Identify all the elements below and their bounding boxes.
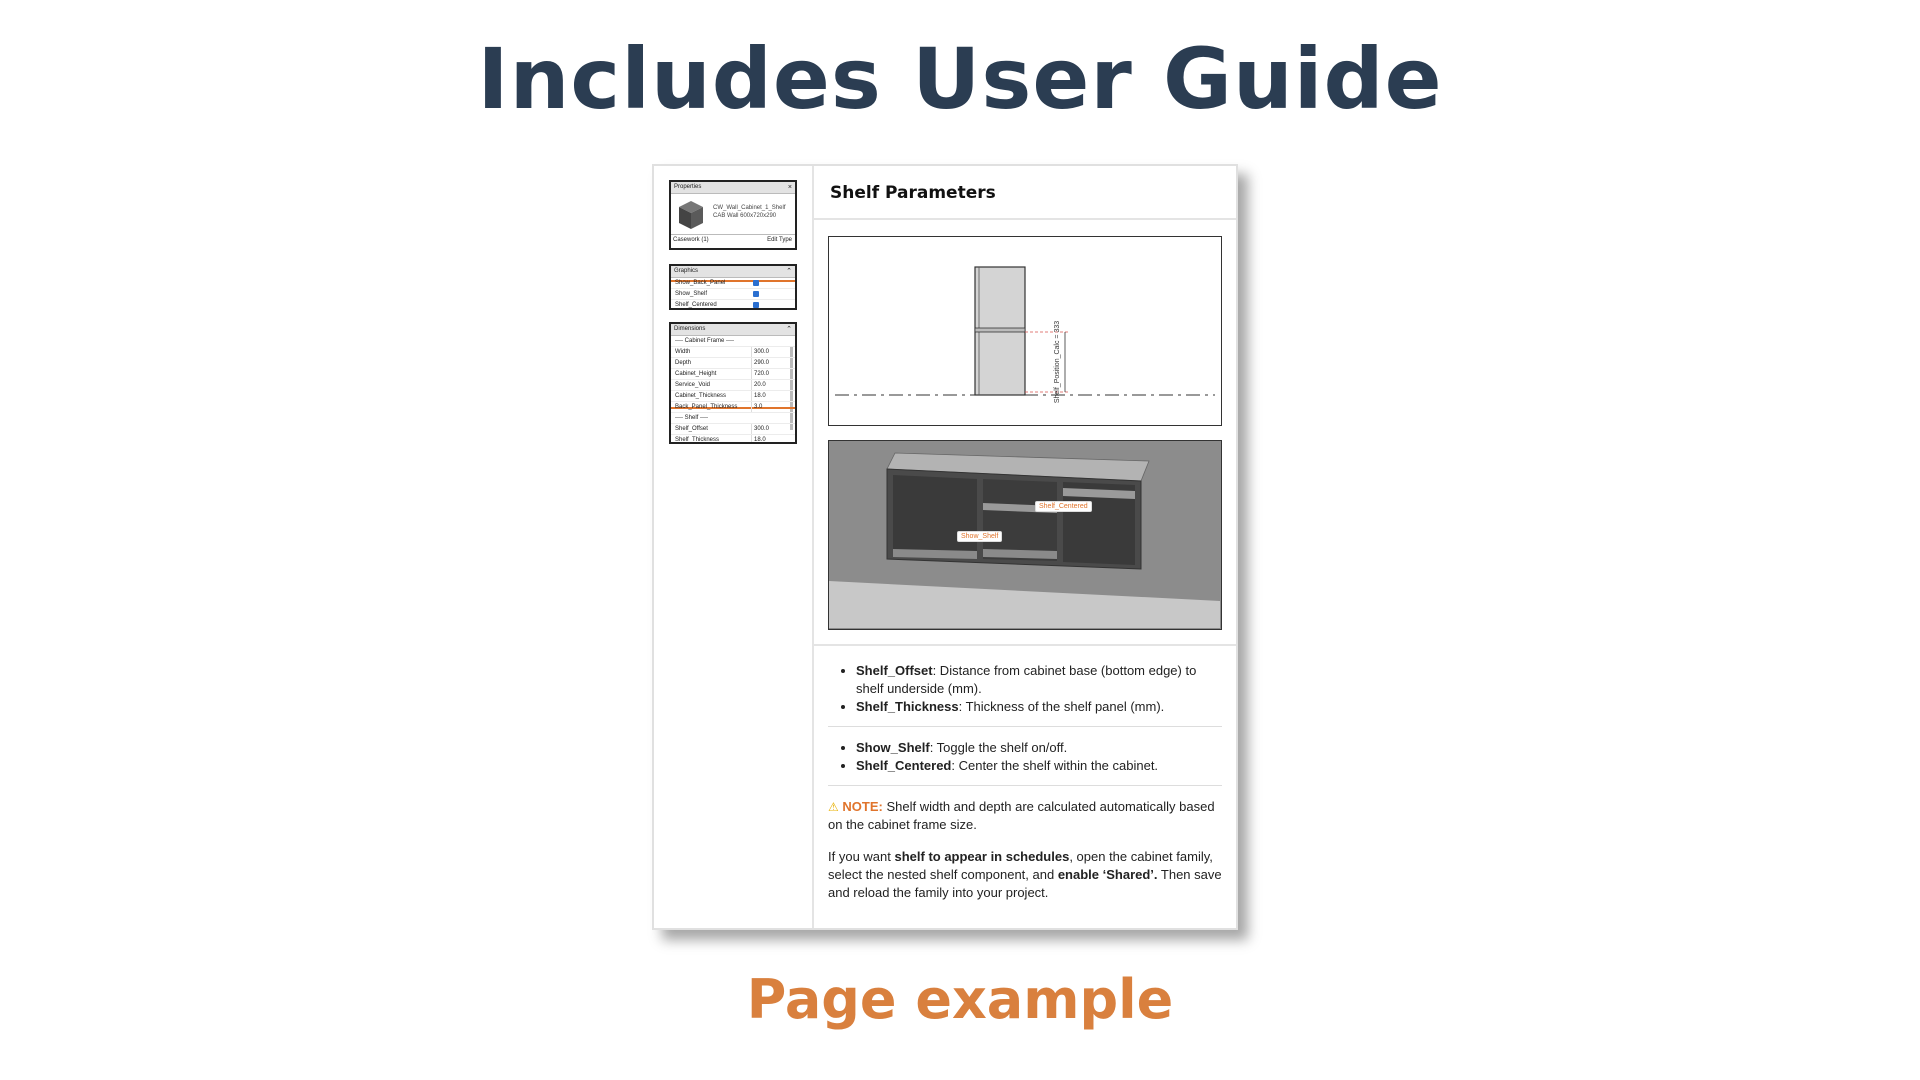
show-shelf-tag: Show_Shelf [957, 531, 1002, 542]
elevation-figure [828, 236, 1222, 426]
caption: Page example [746, 968, 1174, 1031]
param-value[interactable]: 18.0 [751, 391, 766, 401]
param-label: Shelf_Centered [675, 302, 717, 308]
param-value[interactable]: 720.0 [751, 369, 769, 379]
dimensions-panel-title [671, 324, 795, 336]
floor-plane [829, 581, 1220, 628]
param-row-cabinet-thickness[interactable] [671, 391, 795, 402]
term: Shelf_Offset [856, 663, 933, 678]
param-label: Back_Panel_Thickness [675, 404, 738, 410]
page-sidebar [654, 166, 814, 928]
category-dropdown[interactable]: Casework (1) [673, 237, 709, 243]
shelf-centered-tag: Shelf_Centered [1035, 501, 1092, 512]
description [814, 646, 1236, 902]
dimension-label: Shelf_Position_Calc = 333 [1054, 320, 1061, 404]
properties-footer [671, 234, 795, 246]
graphics-panel-title [671, 266, 795, 278]
text-run: , open the cabinet family, select the nested shelf component, and [828, 849, 1213, 882]
divider [828, 726, 1222, 727]
param-label: Cabinet_Thickness [675, 393, 727, 399]
bullet-list-dimensions [828, 662, 1222, 716]
section-title: Shelf Parameters [814, 166, 1236, 220]
properties-panel [669, 180, 797, 250]
collapse-icon[interactable]: ⌃ [786, 326, 792, 333]
param-label: Shelf_Thickness [675, 437, 720, 443]
term-description: : Thickness of the shelf panel (mm). [958, 699, 1165, 714]
dimensions-panel [669, 322, 797, 444]
cabinet-cube-icon [677, 199, 705, 231]
param-value[interactable]: 3.0 [751, 402, 762, 412]
param-row-show-shelf[interactable] [671, 289, 795, 300]
param-label: ---- Cabinet Frame ---- [675, 338, 735, 344]
page-content [814, 166, 1236, 928]
cabinet-cell [893, 475, 977, 559]
param-row-group-header [671, 413, 795, 424]
text-run-bold: enable ‘Shared’. [1057, 867, 1158, 882]
param-value[interactable]: 290.0 [751, 358, 769, 368]
figures [814, 220, 1236, 646]
term: Show_Shelf [856, 740, 930, 755]
edit-type-button[interactable]: Edit Type [767, 237, 792, 243]
cabinet-cell [983, 479, 1057, 561]
term-description: : Center the shelf within the cabinet. [951, 758, 1159, 773]
collapse-icon[interactable]: ⌃ [786, 268, 792, 275]
graphics-panel [669, 264, 797, 310]
checkbox-icon[interactable] [753, 280, 759, 286]
param-value[interactable]: 20.0 [751, 380, 766, 390]
headline: Includes User Guide [477, 30, 1443, 128]
warning-icon: ⚠ [828, 800, 839, 814]
param-label: Shelf_Offset [675, 426, 708, 432]
checkbox-icon[interactable] [753, 302, 759, 308]
properties-title-text: Properties [674, 184, 702, 190]
text-run: Then save and reload the family into your project. [828, 867, 1222, 900]
text-run: If you want [828, 849, 895, 864]
term: Shelf_Thickness [856, 699, 959, 714]
param-value[interactable]: 300.0 [751, 424, 769, 434]
term: Shelf_Centered [856, 758, 952, 773]
note-label: NOTE: [842, 799, 883, 814]
param-label: Service_Void [675, 382, 711, 388]
term-description: : Distance from cabinet base (bottom edge) to shelf underside (mm). [856, 663, 1197, 696]
param-label: Show_Shelf [675, 291, 708, 297]
type-family-text: CW_Wall_Cabinet_1_Shelf [713, 205, 786, 211]
type-name [713, 204, 785, 220]
properties-type-selector[interactable] [671, 194, 795, 234]
shelf-elevation [975, 328, 1025, 332]
param-row-show-back-panel[interactable] [671, 278, 795, 289]
param-row-group-header [671, 336, 795, 347]
schedules-paragraph [828, 848, 1222, 902]
list-item [856, 739, 1222, 757]
list-item [856, 698, 1222, 716]
param-row-cabinet-height[interactable] [671, 369, 795, 380]
param-row-shelf-thickness[interactable] [671, 435, 795, 444]
elevation-drawing [829, 237, 1220, 424]
graphics-title-text: Graphics [674, 268, 699, 274]
properties-panel-title [671, 182, 795, 194]
list-item [856, 662, 1222, 698]
divider [828, 785, 1222, 786]
param-label: ---- Shelf ---- [675, 415, 708, 421]
param-label: Show_Back_Panel [675, 280, 726, 286]
param-label: Depth [675, 360, 692, 366]
param-row-depth[interactable] [671, 358, 795, 369]
dimensions-title-text: Dimensions [674, 326, 706, 332]
param-row-width[interactable] [671, 347, 795, 358]
checkbox-icon[interactable] [753, 291, 759, 297]
3d-view-figure [828, 440, 1222, 630]
close-icon[interactable]: × [787, 184, 792, 191]
param-label: Cabinet_Height [675, 371, 717, 377]
3d-view-drawing [829, 441, 1220, 628]
param-value[interactable]: 300.0 [751, 347, 769, 357]
type-size-text: CAB Wall 600x720x290 [713, 213, 777, 219]
list-item [856, 757, 1222, 775]
param-row-shelf-offset[interactable] [671, 424, 795, 435]
guide-page [652, 164, 1238, 930]
param-row-back-panel-thickness[interactable] [671, 402, 795, 413]
bullet-list-graphics [828, 739, 1222, 775]
text-run-bold: shelf to appear in schedules [894, 849, 1070, 864]
note-text: Shelf width and depth are calculated automatically based on the cabinet frame size. [828, 799, 1215, 832]
term-description: : Toggle the shelf on/off. [929, 740, 1068, 755]
note-paragraph [828, 798, 1222, 834]
param-label: Width [675, 349, 691, 355]
param-value[interactable]: 18.0 [751, 435, 766, 444]
param-row-service-void[interactable] [671, 380, 795, 391]
param-row-shelf-centered[interactable] [671, 300, 795, 310]
